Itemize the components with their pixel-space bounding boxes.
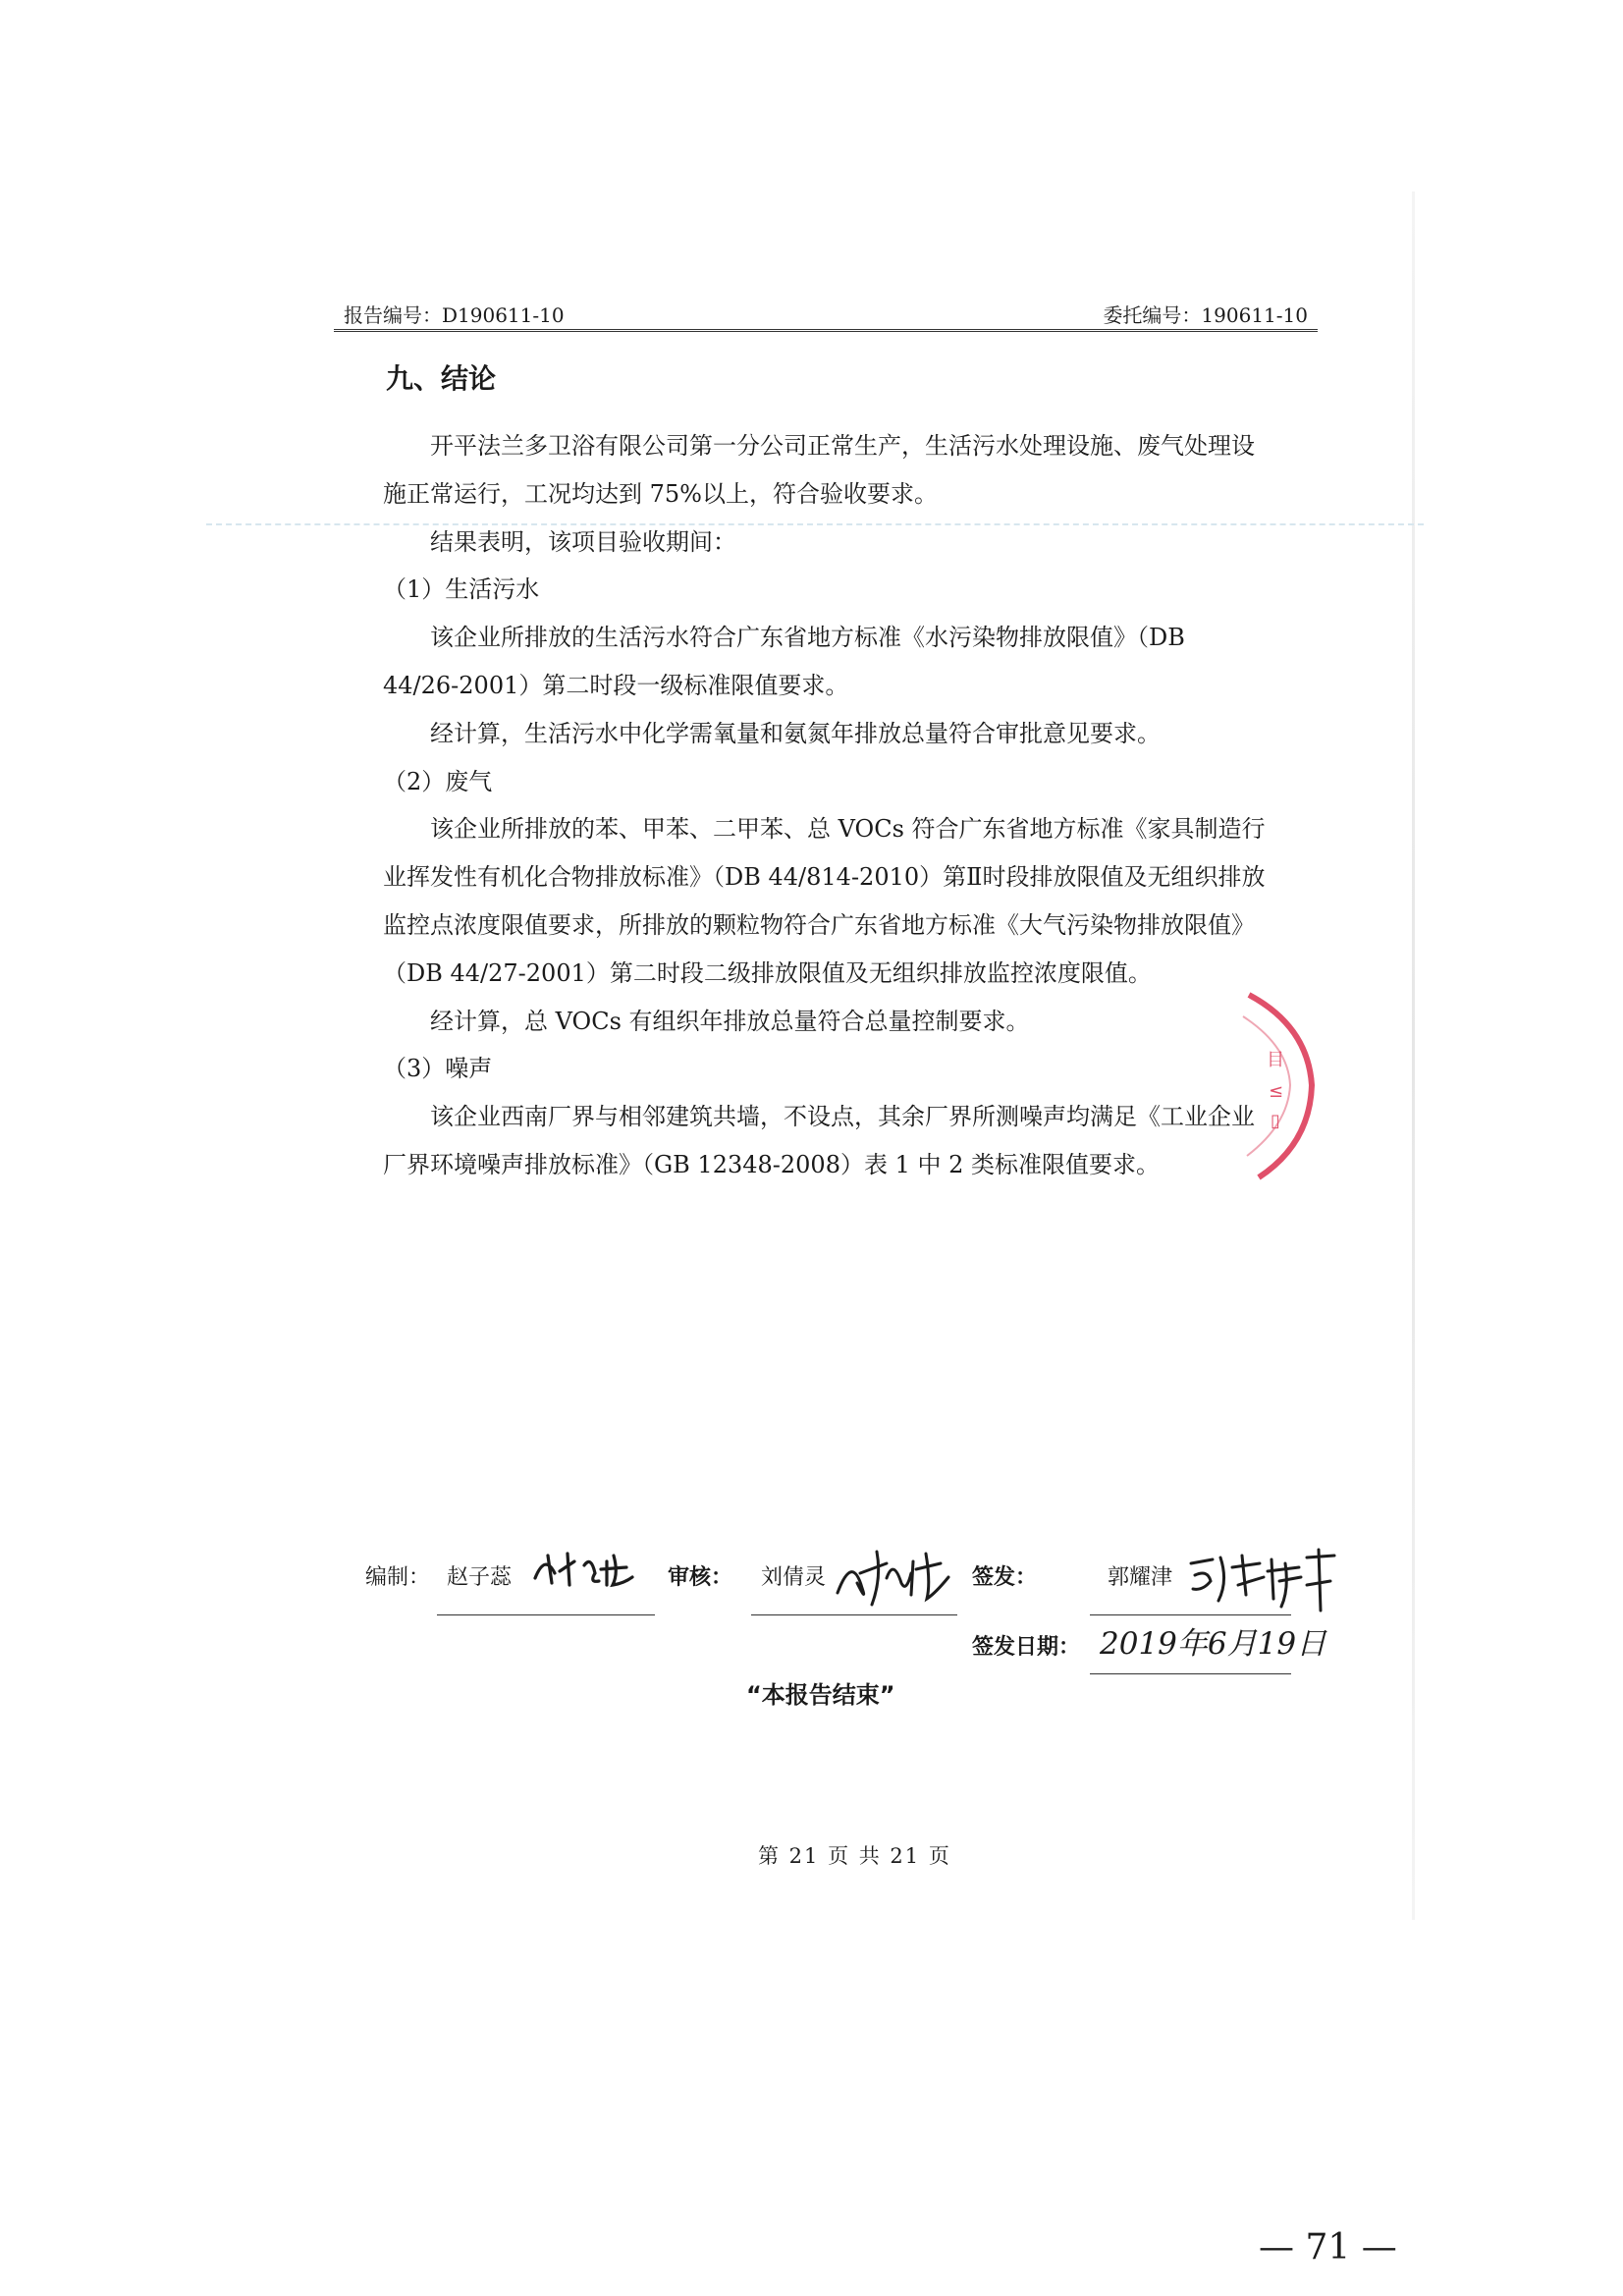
paragraph-wastewater-total: 经计算，生活污水中化学需氧量和氨氮年排放总量符合审批意见要求。 bbox=[430, 719, 1161, 747]
report-header bbox=[334, 298, 1318, 332]
paragraph-noise: 该企业西南厂界与相邻建筑共墙，不设点，其余厂界所测噪声均满足《工业企业厂界环境噪声排放标准》（GB 12348-2008）表 1 中 2 类标准限值要求。 bbox=[383, 1103, 1255, 1178]
compiler-signature bbox=[530, 1544, 638, 1593]
paragraph-wastewater: 该企业所排放的生活污水符合广东省地方标准《水污染物排放限值》（DB 44/26-2001）第二时段一级标准限值要求。 bbox=[383, 624, 1185, 699]
scan-edge-shadow bbox=[1412, 191, 1415, 1920]
paragraph-exhaust-gas: 该企业所排放的苯、甲苯、二甲苯、总 VOCs 符合广东省地方标准《家具制造行业挥发性有机化合物排放标准》（DB 44/814-2010）第Ⅱ时段排放限值及无组织排放监控点浓度限值要求，所排放的颗粒物符合广东省地方标准《大气污染物排放限值》（DB 44/27-2001）第二时段二级排放限值及无组织排放监控浓度限值。 bbox=[383, 815, 1266, 987]
issuer-signature bbox=[1183, 1542, 1340, 1620]
paragraph-results-intro: 结果表明，该项目验收期间： bbox=[430, 527, 736, 556]
subheading-noise: （3）噪声 bbox=[383, 1055, 493, 1083]
page-count: 第 21 页 共 21 页 bbox=[758, 1844, 951, 1868]
report-number: 报告编号：D190611-10 bbox=[344, 303, 565, 327]
conclusion-body bbox=[383, 422, 1267, 1189]
end-of-report-mark: “本报告结束” bbox=[746, 1681, 895, 1709]
commission-number: 委托编号：190611-10 bbox=[1103, 303, 1308, 327]
issuer-name: 郭耀津 bbox=[1108, 1565, 1173, 1590]
subheading-exhaust-gas: （2）废气 bbox=[383, 767, 493, 795]
paragraph-vocs-total: 经计算，总 VOCs 有组织年排放总量符合总量控制要求。 bbox=[430, 1007, 1030, 1035]
issuer-signature-line bbox=[1090, 1614, 1291, 1615]
section-title: 九、结论 bbox=[386, 362, 497, 395]
svg-text:目: 目 bbox=[1267, 1050, 1284, 1070]
issue-date: 2019年6月19日 bbox=[1100, 1626, 1327, 1662]
compiler-label: 编制： bbox=[365, 1565, 431, 1590]
issue-date-line bbox=[1090, 1673, 1291, 1674]
reviewer-name: 刘倩灵 bbox=[761, 1565, 827, 1590]
compiler-name: 赵子蕊 bbox=[447, 1565, 513, 1590]
svg-text:≤: ≤ bbox=[1269, 1081, 1284, 1102]
reviewer-signature bbox=[833, 1534, 955, 1614]
page-number: — 71 — bbox=[1259, 2227, 1397, 2268]
compiler-signature-line bbox=[437, 1614, 655, 1615]
subheading-wastewater: （1）生活污水 bbox=[383, 575, 540, 604]
issue-date-label: 签发日期： bbox=[972, 1635, 1081, 1660]
reviewer-signature-line bbox=[751, 1614, 957, 1615]
issuer-label: 签发： bbox=[972, 1565, 1038, 1590]
svg-text:▯: ▯ bbox=[1271, 1111, 1280, 1131]
reviewer-label: 审核： bbox=[668, 1565, 733, 1590]
seal-stamp bbox=[1239, 987, 1333, 1183]
paragraph-operation: 开平法兰多卫浴有限公司第一分公司正常生产，生活污水处理设施、废气处理设施正常运行，工况均达到 75%以上，符合验收要求。 bbox=[383, 432, 1255, 508]
